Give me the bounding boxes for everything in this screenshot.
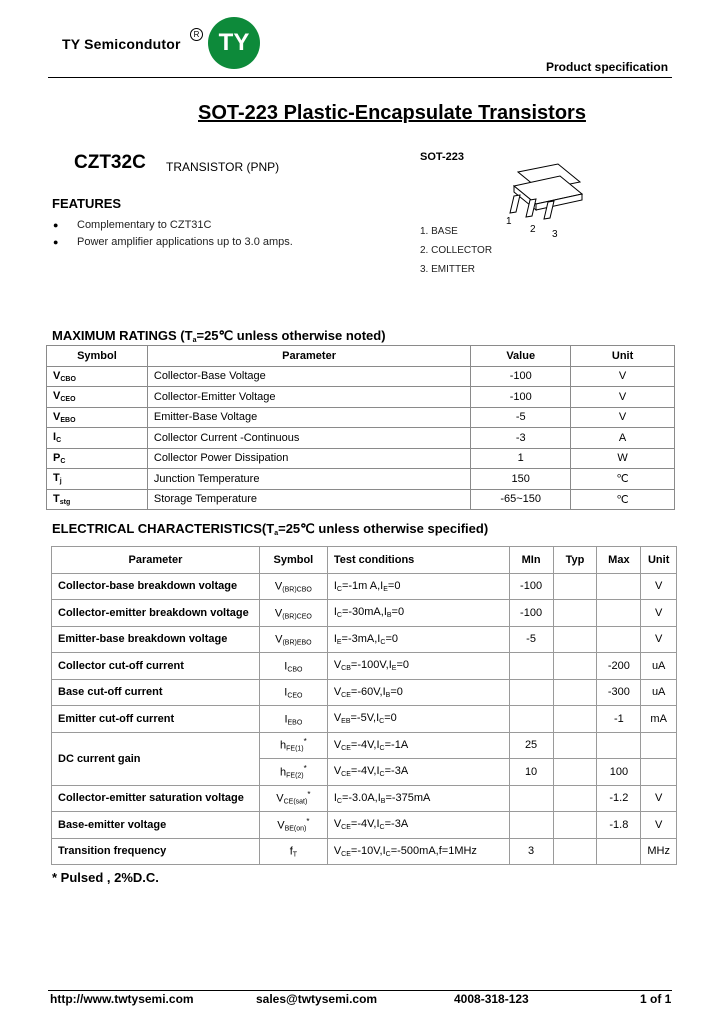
parameter-cell: Transition frequency (52, 838, 260, 865)
max-cell: -1.2 (597, 785, 641, 812)
unit-cell: V (571, 407, 675, 428)
column-header: Max (597, 547, 641, 574)
table-row (47, 469, 675, 490)
symbol-cell: $T_{stg}$ (47, 489, 148, 510)
footer-page: 1 of 1 (640, 992, 672, 1006)
pin-number: 3 (552, 229, 558, 240)
unit-cell: ℃ (571, 489, 675, 510)
max-cell: 100 (597, 759, 641, 786)
unit-cell: A (571, 428, 675, 449)
typ-cell (553, 706, 597, 733)
unit-cell: V (571, 387, 675, 408)
max-cell (597, 838, 641, 865)
value-cell: 150 (471, 469, 571, 490)
column-header: Symbol (47, 346, 148, 367)
table-row (52, 838, 677, 865)
min-cell: 25 (509, 732, 553, 759)
condition-cell: $V_{EB}=-5V,I_C=0$ (327, 706, 509, 733)
parameter-cell: Collector-Emitter Voltage (147, 387, 470, 408)
table-row (52, 679, 677, 706)
package-name: SOT-223 (420, 151, 465, 163)
symbol-cell: $I_{EBO}$ (259, 706, 327, 733)
page-title: SOT-223 Plastic-Encapsulate Transistors (198, 102, 586, 124)
min-cell (509, 653, 553, 680)
unit-cell (641, 759, 677, 786)
condition-cell: $V_{CE}=-60V,I_B=0$ (327, 679, 509, 706)
symbol-cell: $V_{(BR)CEO}$ (259, 600, 327, 627)
max-cell (597, 732, 641, 759)
typ-cell (553, 573, 597, 600)
footer-email[interactable]: sales@twtysemi.com (256, 992, 378, 1006)
max-ratings-table (46, 345, 675, 510)
typ-cell (553, 600, 597, 627)
min-cell: -100 (509, 573, 553, 600)
symbol-cell: $V_{CEO}$ (47, 387, 148, 408)
pin-number: 1 (506, 216, 512, 227)
table-row (52, 626, 677, 653)
doc-type: Product specification (546, 60, 669, 74)
max-cell: -1.8 (597, 812, 641, 839)
unit-cell: V (641, 600, 677, 627)
value-cell: -100 (471, 387, 571, 408)
symbol-cell: $V_{CE(sat)}^*$ (259, 785, 327, 812)
pin-label: 1. BASE (420, 226, 458, 237)
unit-cell: V (641, 785, 677, 812)
min-cell (509, 812, 553, 839)
company-name: TY Semicondutor (62, 36, 181, 52)
min-cell (509, 785, 553, 812)
feature-item: Power amplifier applications up to 3.0 amps. (77, 236, 293, 248)
footnote: * Pulsed , 2%D.C. (52, 870, 159, 885)
unit-cell: ℃ (571, 469, 675, 490)
table-row (47, 407, 675, 428)
value-cell: -3 (471, 428, 571, 449)
typ-cell (553, 732, 597, 759)
typ-cell (553, 838, 597, 865)
parameter-cell: DC current gain (52, 732, 260, 785)
condition-cell: $I_E=-3mA,I_C=0$ (327, 626, 509, 653)
footer-url[interactable]: http://www.twtysemi.com (50, 992, 194, 1006)
unit-cell: V (571, 366, 675, 387)
condition-cell: $I_C=-1m$ $A,I_E=0$ (327, 573, 509, 600)
column-header: Unit (641, 547, 677, 574)
unit-cell: V (641, 573, 677, 600)
min-cell: -100 (509, 600, 553, 627)
unit-cell: MHz (641, 838, 677, 865)
column-header: Unit (571, 346, 675, 367)
symbol-cell: $V_{CBO}$ (47, 366, 148, 387)
typ-cell (553, 679, 597, 706)
elec-chars-table (51, 546, 677, 865)
parameter-cell: Collector Current -Continuous (147, 428, 470, 449)
parameter-cell: Emitter-Base Voltage (147, 407, 470, 428)
table-row (47, 428, 675, 449)
min-cell: 10 (509, 759, 553, 786)
parameter-cell: Collector-emitter saturation voltage (52, 785, 260, 812)
condition-cell: $V_{CE}=-4V,I_C=-1A$ (327, 732, 509, 759)
typ-cell (553, 759, 597, 786)
column-header: Symbol (259, 547, 327, 574)
table-row (47, 489, 675, 510)
condition-cell: $I_C=-3.0A,I_B=-375mA$ (327, 785, 509, 812)
parameter-cell: Base-emitter voltage (52, 812, 260, 839)
max-cell: -200 (597, 653, 641, 680)
max-ratings-title: MAXIMUM RATINGS ($T_a=25℃$ unless otherwise noted) (52, 328, 386, 344)
part-type: TRANSISTOR (PNP) (166, 160, 280, 174)
table-row (47, 366, 675, 387)
unit-cell: mA (641, 706, 677, 733)
unit-cell: uA (641, 679, 677, 706)
symbol-cell: $T_j$ (47, 469, 148, 490)
bullet-icon: ● (53, 237, 59, 247)
parameter-cell: Collector-Base Voltage (147, 366, 470, 387)
column-header: Typ (553, 547, 597, 574)
symbol-cell: $P_C$ (47, 448, 148, 469)
parameter-cell: Collector cut-off current (52, 653, 260, 680)
symbol-cell: $V_{(BR)EBO}$ (259, 626, 327, 653)
parameter-cell: Storage Temperature (147, 489, 470, 510)
value-cell: -5 (471, 407, 571, 428)
company-logo: TY (208, 17, 260, 69)
pin-number: 2 (530, 224, 536, 235)
unit-cell (641, 732, 677, 759)
parameter-cell: Collector Power Dissipation (147, 448, 470, 469)
column-header: Test conditions (327, 547, 509, 574)
unit-cell: W (571, 448, 675, 469)
table-row (52, 812, 677, 839)
symbol-cell: $f_T$ (259, 838, 327, 865)
unit-cell: V (641, 626, 677, 653)
value-cell: -65~150 (471, 489, 571, 510)
sot223-package-icon (500, 160, 590, 232)
typ-cell (553, 785, 597, 812)
column-header: MIn (509, 547, 553, 574)
symbol-cell: $h_{FE(2)}^*$ (259, 759, 327, 786)
symbol-cell: $I_{CEO}$ (259, 679, 327, 706)
pin-label: 2. COLLECTOR (420, 245, 493, 256)
column-header: Parameter (52, 547, 260, 574)
footer-phone: 4008-318-123 (454, 992, 529, 1006)
condition-cell: $V_{CE}=-4V,I_C=-3A$ (327, 812, 509, 839)
table-row (52, 653, 677, 680)
condition-cell: $V_{CE}=-4V,I_C=-3A$ (327, 759, 509, 786)
parameter-cell: Collector-emitter breakdown voltage (52, 600, 260, 627)
min-cell: 3 (509, 838, 553, 865)
feature-item: Complementary to CZT31C (77, 219, 212, 231)
table-row (47, 448, 675, 469)
max-cell (597, 600, 641, 627)
min-cell: -5 (509, 626, 553, 653)
parameter-cell: Junction Temperature (147, 469, 470, 490)
unit-cell: V (641, 812, 677, 839)
unit-cell: uA (641, 653, 677, 680)
min-cell (509, 706, 553, 733)
table-row (52, 732, 677, 759)
symbol-cell: $h_{FE(1)}^*$ (259, 732, 327, 759)
pin-label: 3. EMITTER (420, 264, 476, 275)
symbol-cell: $V_{BE(on)}^*$ (259, 812, 327, 839)
table-row (47, 387, 675, 408)
condition-cell: $V_{CE}=-10V,I_C=-500mA,f=1MHz$ (327, 838, 509, 865)
table-row (52, 600, 677, 627)
typ-cell (553, 626, 597, 653)
value-cell: -100 (471, 366, 571, 387)
table-row (52, 785, 677, 812)
header-divider (48, 77, 672, 78)
max-cell: -1 (597, 706, 641, 733)
symbol-cell: $V_{(BR)CBO}$ (259, 573, 327, 600)
column-header: Parameter (147, 346, 470, 367)
max-cell (597, 573, 641, 600)
condition-cell: $V_{CB}=-100V,I_E=0$ (327, 653, 509, 680)
typ-cell (553, 812, 597, 839)
max-cell: -300 (597, 679, 641, 706)
condition-cell: $I_C=-30mA,I_B=0$ (327, 600, 509, 627)
parameter-cell: Emitter cut-off current (52, 706, 260, 733)
elec-chars-title: ELECTRICAL $CHARACTERISTICS(T_a=25℃$ unless otherwise specified) (52, 521, 489, 537)
symbol-cell: $V_{EBO}$ (47, 407, 148, 428)
registered-mark-icon: R (190, 28, 203, 41)
typ-cell (553, 653, 597, 680)
part-number: CZT32C (74, 152, 146, 173)
bullet-icon: ● (53, 220, 59, 230)
value-cell: 1 (471, 448, 571, 469)
parameter-cell: Emitter-base breakdown voltage (52, 626, 260, 653)
table-row (52, 573, 677, 600)
symbol-cell: $I_C$ (47, 428, 148, 449)
min-cell (509, 679, 553, 706)
parameter-cell: Base cut-off current (52, 679, 260, 706)
footer-divider (48, 990, 672, 991)
features-heading: FEATURES (52, 196, 122, 211)
table-row (52, 706, 677, 733)
column-header: Value (471, 346, 571, 367)
max-cell (597, 626, 641, 653)
parameter-cell: Collector-base breakdown voltage (52, 573, 260, 600)
symbol-cell: $I_{CBO}$ (259, 653, 327, 680)
